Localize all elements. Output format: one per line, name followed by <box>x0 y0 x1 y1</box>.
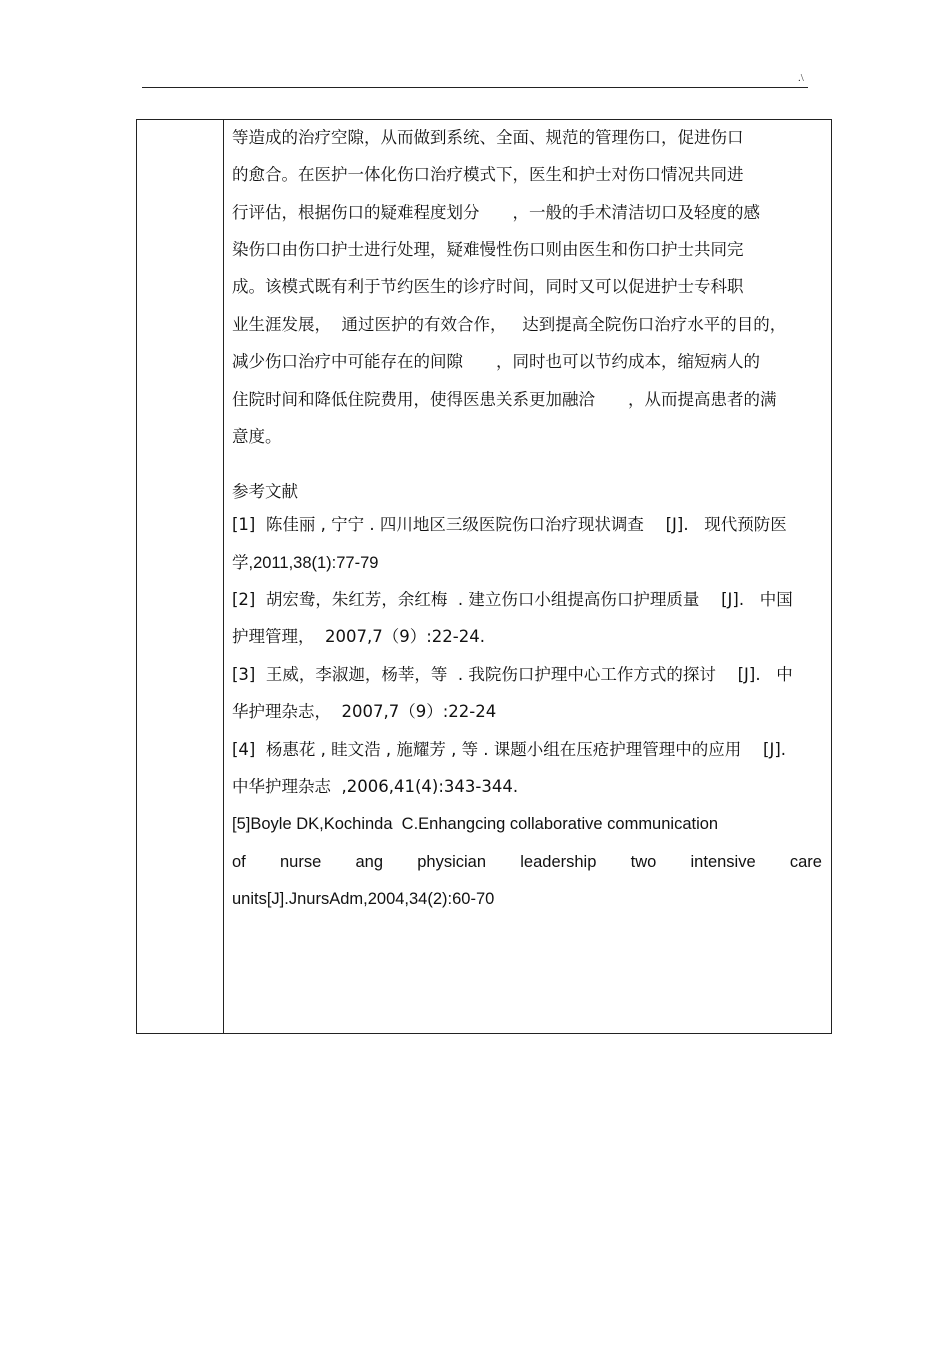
reference-line: 学,2011,38(1):77-79 <box>232 554 379 572</box>
content-table <box>136 119 832 1034</box>
body-line: 的愈合。在医护一体化伤口治疗模式下，医生和护士对伤口情况共同进 <box>232 165 744 184</box>
reference-line: [3] 王威，李淑迦，杨莘，等 . 我院伤口护理中心工作方式的探讨 [J]. 中 <box>232 665 793 684</box>
body-line: 染伤口由伤口护士进行处理，疑难慢性伤口则由医生和伤口护士共同完 <box>232 240 744 259</box>
body-line: 成。该模式既有利于节约医生的诊疗时间，同时又可以促进护士专科职 <box>232 277 744 296</box>
reference-word: intensive <box>690 853 756 871</box>
body-line: 业生涯发展， 通过医护的有效合作， 达到提高全院伤口治疗水平的目的， <box>232 315 787 334</box>
reference-word: leadership <box>520 853 597 871</box>
body-line: 意度。 <box>232 427 282 446</box>
body-line: 减少伤口治疗中可能存在的间隙 ，同时也可以节约成本，缩短病人的 <box>232 352 760 371</box>
reference-word: physician <box>417 853 487 871</box>
body-line: 等造成的治疗空隙，从而做到系统、全面、规范的管理伤口，促进伤口 <box>232 128 744 147</box>
reference-word: two <box>630 853 657 871</box>
body-line: 住院时间和降低住院费用，使得医患关系更加融洽 ，从而提高患者的满 <box>232 390 777 409</box>
reference-line: [2] 胡宏鸯，朱红芳，余红梅 . 建立伤口小组提高伤口护理质量 [J]. 中国 <box>232 590 793 609</box>
page-header-mark: .\ <box>798 72 804 84</box>
body-line: 行评估，根据伤口的疑难程度划分 ，一般的手术清洁切口及轻度的感 <box>232 203 760 222</box>
references-heading: 参考文献 <box>232 482 298 501</box>
reference-line: 华护理杂志， 2007,7（9）:22-24 <box>232 702 497 721</box>
reference-line: units[J].JnursAdm,2004,34(2):60-70 <box>232 890 495 908</box>
reference-line: [4] 杨惠花 , 眭文浩 , 施耀芳 , 等 . 课题小组在压疮护理管理中的应用 [J]. <box>232 740 787 759</box>
column-divider <box>223 120 224 1033</box>
reference-line: 护理管理， 2007,7（9）:22-24. <box>232 627 485 646</box>
reference-line: [5]Boyle DK,Kochinda C.Enhangcing collaborative communication <box>232 815 719 833</box>
reference-justified-line <box>232 852 822 872</box>
reference-line: [1] 陈佳丽 , 宁宁 . 四川地区三级医院伤口治疗现状调查 [J]. 现代预防医 <box>232 515 787 534</box>
header-rule <box>142 87 808 88</box>
reference-line: 中华护理杂志 ,2006,41(4):343-344. <box>232 777 519 796</box>
reference-word: ang <box>355 853 384 871</box>
reference-word: of <box>232 853 246 871</box>
reference-word: nurse <box>279 853 322 871</box>
reference-word: care <box>789 853 822 871</box>
